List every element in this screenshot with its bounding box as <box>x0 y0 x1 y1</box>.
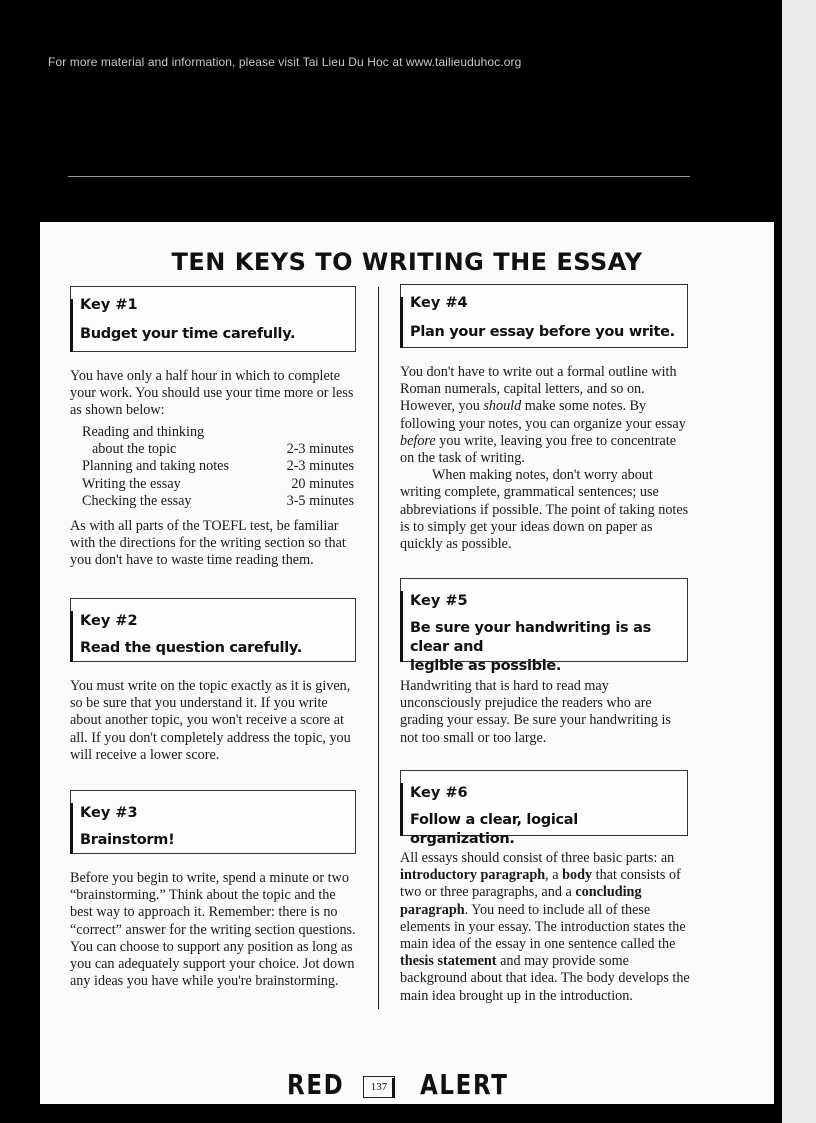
bold-term: thesis statement <box>400 953 497 970</box>
key-box-accent <box>70 803 73 854</box>
key-6-box <box>400 770 688 847</box>
key-3-number: Key #3 <box>80 805 138 821</box>
key-5-body: Handwriting that is hard to read may unconsciously prejudice the readers who are grading your essay. Be sure your handwriting is not too small or too large. <box>400 678 671 746</box>
key-3-body: Before you begin to write, spend a minute or two “brainstorming.” Think about the topic and the best way to approach it. Remember: there is no “correct” answer for the writing section questions. You can choose to support any position as long as you can adequately support your choice. Jot down any ideas you have while you're brainstorming. <box>70 870 356 990</box>
schedule-time: 2-3 minutes <box>286 441 354 458</box>
footer-red: RED <box>287 1068 345 1101</box>
key-box-accent <box>70 611 73 662</box>
key-2-number: Key #2 <box>80 613 138 629</box>
key-2-box <box>70 598 356 662</box>
text-run: , a <box>545 867 563 884</box>
source-notice: For more material and information, please visit Tai Lieu Du Hoc at www.tailieuduhoc.org <box>48 55 522 69</box>
schedule-row <box>82 458 354 475</box>
text-run: make some notes. By following your notes, you can organize your essay <box>400 398 686 432</box>
key-3-heading: Brainstorm! <box>80 832 175 848</box>
schedule-row <box>82 441 354 458</box>
text-run: that consists of two or three paragraphs, and a <box>400 867 681 901</box>
key-4-heading: Plan your essay before you write. <box>410 324 675 340</box>
key-6-body <box>400 850 692 1005</box>
bold-term: concluding paragraph <box>400 884 642 918</box>
key-6-heading: Follow a clear, logical organization. <box>410 812 578 847</box>
key-4-box <box>400 284 688 348</box>
column-divider <box>378 287 379 1009</box>
schedule-label: Planning and taking notes <box>82 458 229 475</box>
bold-term: body <box>562 867 593 884</box>
footer-alert: ALERT <box>420 1068 509 1101</box>
key-6-number: Key #6 <box>410 785 468 801</box>
page-number: 137 <box>363 1076 395 1098</box>
key-5-number: Key #5 <box>410 593 468 609</box>
key-5-heading <box>410 619 687 676</box>
key-box-accent <box>400 783 403 836</box>
schedule-label: Writing the essay <box>82 475 181 492</box>
text-run: You don't have to write out a formal outline with Roman numerals, capital letters, and so on. However, you <box>400 364 677 415</box>
key-6-paragraph <box>400 850 692 1005</box>
key-box-accent <box>400 297 403 348</box>
key-5-box <box>400 578 688 674</box>
key-2-body: You must write on the topic exactly as it is given, so be sure that you understand it. If you write about another topic, you won't receive a score at all. If you don't completely address the topic, you will receive a lower score. <box>70 678 351 763</box>
key-box-accent <box>70 299 73 352</box>
emphasis: should <box>483 398 522 415</box>
schedule-time: 20 minutes <box>291 475 354 492</box>
page-edge <box>776 0 816 1123</box>
page-number-accent <box>392 1078 395 1098</box>
schedule-time: 3-5 minutes <box>286 492 354 509</box>
schedule-label: Checking the essay <box>82 492 192 509</box>
time-schedule-table <box>82 424 354 510</box>
text-run: and may provide some background about that idea. The body develops the main idea brought up in the introduction. <box>400 953 690 1004</box>
schedule-time: 2-3 minutes <box>286 458 354 475</box>
key-1-outro: As with all parts of the TOEFL test, be familiar with the directions for the writing section so that you don't have to waste time reading them. <box>70 518 346 569</box>
text-run: you write, leaving you free to concentrate on the task of writing. <box>400 432 677 467</box>
page-title: TEN KEYS TO WRITING THE ESSAY <box>171 248 643 276</box>
key-box-accent <box>400 591 403 662</box>
text-run: All essays should consist of three basic parts: an <box>400 850 675 866</box>
key-2-heading: Read the question carefully. <box>80 640 302 656</box>
schedule-row <box>82 424 354 441</box>
page-footer <box>40 1068 774 1108</box>
emphasis: before <box>400 432 436 449</box>
key-1-heading: Budget your time carefully. <box>80 326 296 342</box>
header-rule <box>68 176 690 177</box>
schedule-label: about the topic <box>92 441 177 458</box>
schedule-row <box>82 476 354 493</box>
key-1-intro: You have only a half hour in which to complete your work. You should use your time more or less as shown below: <box>70 368 354 419</box>
text-run: . You need to include all of these elements in your essay. The introduction states the main idea of the essay in one sentence called the <box>400 901 686 953</box>
schedule-row <box>82 493 354 510</box>
document-page <box>40 222 774 1104</box>
key-4-body <box>400 364 690 553</box>
key-4-number: Key #4 <box>410 295 468 311</box>
key-4-paragraph: When making notes, don't worry about writing complete, grammatical sentences; use abbreviations if possible. The point of taking notes is to simply get your ideas down on paper as quickly as possible. <box>400 467 689 553</box>
key-1-number: Key #1 <box>80 297 138 313</box>
key-4-paragraph <box>400 364 690 467</box>
key-3-box <box>70 790 356 854</box>
page-edge-shadow <box>774 0 782 1123</box>
bold-term: introductory paragraph <box>400 867 546 884</box>
heading-line: legible as possible. <box>410 658 562 674</box>
heading-line: Be sure your handwriting is as clear and <box>410 620 651 655</box>
key-1-box <box>70 286 356 352</box>
schedule-label: Reading and thinking <box>82 424 205 440</box>
